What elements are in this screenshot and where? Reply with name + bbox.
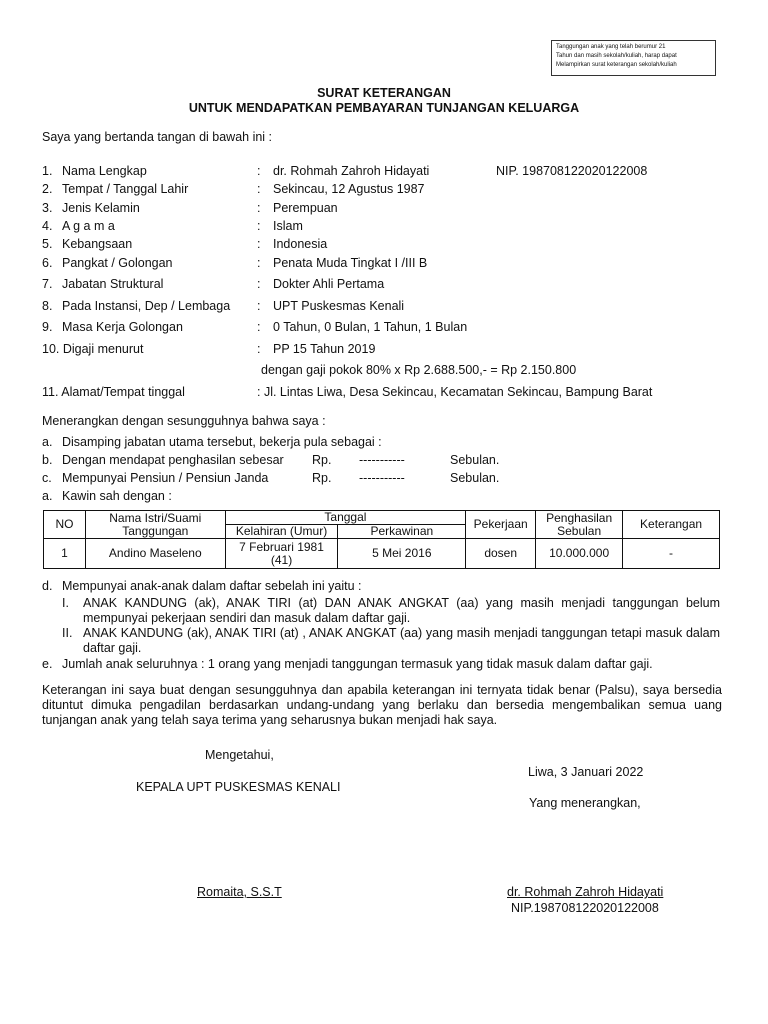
- field-label: Pada Instansi, Dep / Lembaga: [62, 299, 231, 313]
- field-value: Dokter Ahli Pertama: [273, 277, 385, 291]
- table-header-row: [44, 511, 720, 525]
- kepala-title: KEPALA UPT PUSKESMAS KENALI: [136, 780, 341, 794]
- field-label: A g a m a: [62, 219, 115, 233]
- menerangkan-text: Menerangkan dengan sesungguhnya bahwa saya :: [42, 414, 326, 428]
- field-label: Tempat / Tanggal Lahir: [62, 182, 189, 196]
- d-text: Mempunyai anak-anak dalam daftar sebelah ini yaitu :: [62, 579, 362, 593]
- d-label: d.: [42, 579, 53, 593]
- signatory-left-name: Romaita, S.S.T: [197, 885, 282, 899]
- cell-kelahiran: 7 Februari 1981 (41): [225, 539, 338, 569]
- cell-no: 1: [44, 539, 86, 569]
- field-number: 1.: [42, 164, 53, 178]
- roman-number: II.: [62, 626, 73, 640]
- note-box: [551, 40, 716, 76]
- item-text: Kawin sah dengan :: [62, 489, 172, 503]
- field-number: 6.: [42, 256, 53, 270]
- field-colon: :: [257, 219, 261, 233]
- field-number: 9.: [42, 320, 53, 334]
- field-value: Indonesia: [273, 237, 328, 251]
- field-value: Penata Muda Tingkat I /III B: [273, 256, 428, 270]
- field-number: 3.: [42, 201, 53, 215]
- cell-perkawinan: 5 Mei 2016: [338, 539, 466, 569]
- mengetahui-text: Mengetahui,: [205, 748, 274, 762]
- header-tanggal: Tanggal: [225, 511, 466, 525]
- signatory-right-nip: NIP.198708122020122008: [511, 901, 659, 915]
- field-value: PP 15 Tahun 2019: [273, 342, 376, 356]
- cell-keterangan: -: [623, 539, 720, 569]
- roman-number: I.: [62, 596, 69, 610]
- roman-text: ANAK KANDUNG (ak), ANAK TIRI (at) , ANAK ANGKAT (aa) yang masih menjadi tanggungan tetapi masuk dalam daftar gaji.: [83, 626, 720, 655]
- field-colon: :: [257, 237, 261, 251]
- field-colon: :: [257, 201, 261, 215]
- field-value: Islam: [273, 219, 303, 233]
- header-perkawinan: Perkawinan: [338, 525, 466, 539]
- field-label: Pangkat / Golongan: [62, 256, 173, 270]
- field-number: 4.: [42, 219, 53, 233]
- field-value: UPT Puskesmas Kenali: [273, 299, 405, 313]
- field-number: 5.: [42, 237, 53, 251]
- alamat-label: 11. Alamat/Tempat tinggal: [42, 385, 185, 399]
- header-nama: Nama Istri/Suami Tanggungan: [85, 511, 225, 539]
- field-colon: :: [257, 256, 261, 270]
- field-colon: :: [257, 182, 261, 196]
- cell-pekerjaan: dosen: [466, 539, 536, 569]
- item-letter: c.: [42, 471, 52, 485]
- item-text: Dengan mendapat penghasilan sebesar: [62, 453, 284, 467]
- item-per: Sebulan.: [450, 471, 500, 485]
- field-label: Kebangsaan: [62, 237, 133, 251]
- header-penghasilan: Penghasilan Sebulan: [536, 511, 623, 539]
- field-label: Jenis Kelamin: [62, 201, 140, 215]
- place-date: Liwa, 3 Januari 2022: [528, 765, 644, 779]
- nip-header: NIP. 198708122020122008: [496, 164, 648, 178]
- item-rp: Rp.: [312, 453, 332, 467]
- field-value: Sekincau, 12 Agustus 1987: [273, 182, 425, 196]
- field-value: dr. Rohmah Zahroh Hidayati: [273, 164, 430, 178]
- item-dash: -----------: [359, 453, 405, 467]
- item-dash: -----------: [359, 471, 405, 485]
- field-number: 7.: [42, 277, 53, 291]
- closing-paragraph: Keterangan ini saya buat dengan sesungguhnya dan apabila keterangan ini ternyata tidak benar (Palsu), saya bersedia dituntut dimuka pengadilan berdasarkan undang-undang yang berlaku dan bersedia mengembalikan semua uang tunjangan anak yang telah saya terima yang seharusnya bukan menjadi hak saya.: [42, 683, 722, 727]
- header-keterangan: Keterangan: [623, 511, 720, 539]
- field-value: Perempuan: [273, 201, 338, 215]
- field-colon: :: [257, 277, 261, 291]
- e-text: Jumlah anak seluruhnya : 1 orang yang menjadi tanggungan termasuk yang tidak masuk dalam daftar gaji.: [62, 657, 653, 671]
- document-title: SURAT KETERANGAN: [317, 86, 451, 100]
- note-line: Tanggungan anak yang telah berumur 21: [556, 44, 666, 50]
- cell-nama: Andino Maseleno: [85, 539, 225, 569]
- field-number: 8.: [42, 299, 53, 313]
- field-label: Nama Lengkap: [62, 164, 147, 178]
- header-no: NO: [44, 511, 86, 539]
- field-label: Jabatan Struktural: [62, 277, 164, 291]
- field-label: 10. Digaji menurut: [42, 342, 144, 356]
- document-subtitle: UNTUK MENDAPATKAN PEMBAYARAN TUNJANGAN KELUARGA: [188, 101, 580, 115]
- table-row: [44, 539, 720, 569]
- signatory-right-name: dr. Rohmah Zahroh Hidayati: [507, 885, 664, 899]
- item-text: Disamping jabatan utama tersebut, bekerja pula sebagai :: [62, 435, 382, 449]
- yang-menerangkan-text: Yang menerangkan,: [529, 796, 641, 810]
- note-line: Melampirkan surat keterangan sekolah/kuliah: [556, 62, 677, 68]
- item-letter: a.: [42, 489, 53, 503]
- item-text: Mempunyai Pensiun / Pensiun Janda: [62, 471, 269, 485]
- field-colon: :: [257, 320, 261, 334]
- item-letter: b.: [42, 453, 53, 467]
- field-value: 0 Tahun, 0 Bulan, 1 Tahun, 1 Bulan: [273, 320, 468, 334]
- gaji-line: dengan gaji pokok 80% x Rp 2.688.500,- = Rp 2.150.800: [261, 363, 577, 377]
- intro-text: Saya yang bertanda tangan di bawah ini :: [42, 130, 273, 144]
- roman-text: ANAK KANDUNG (ak), ANAK TIRI (at) DAN ANAK ANGKAT (aa) yang masih menjadi tanggungan belum mempunyai pekerjaan sendiri dan masuk dalam daftar gaji.: [83, 596, 720, 625]
- field-number: 2.: [42, 182, 53, 196]
- cell-penghasilan: 10.000.000: [536, 539, 623, 569]
- item-rp: Rp.: [312, 471, 332, 485]
- item-letter: a.: [42, 435, 53, 449]
- field-colon: :: [257, 164, 261, 178]
- e-label: e.: [42, 657, 53, 671]
- item-per: Sebulan.: [450, 453, 500, 467]
- field-colon: :: [257, 299, 261, 313]
- note-line: Tahun dan masih sekolah/kuliah, harap dapat: [556, 53, 677, 59]
- header-kelahiran: Kelahiran (Umur): [225, 525, 338, 539]
- field-colon: :: [257, 342, 261, 356]
- spouse-table: [43, 510, 720, 569]
- header-pekerjaan: Pekerjaan: [466, 511, 536, 539]
- field-label: Masa Kerja Golongan: [62, 320, 183, 334]
- alamat-value: : Jl. Lintas Liwa, Desa Sekincau, Kecamatan Sekincau, Bampung Barat: [257, 385, 653, 399]
